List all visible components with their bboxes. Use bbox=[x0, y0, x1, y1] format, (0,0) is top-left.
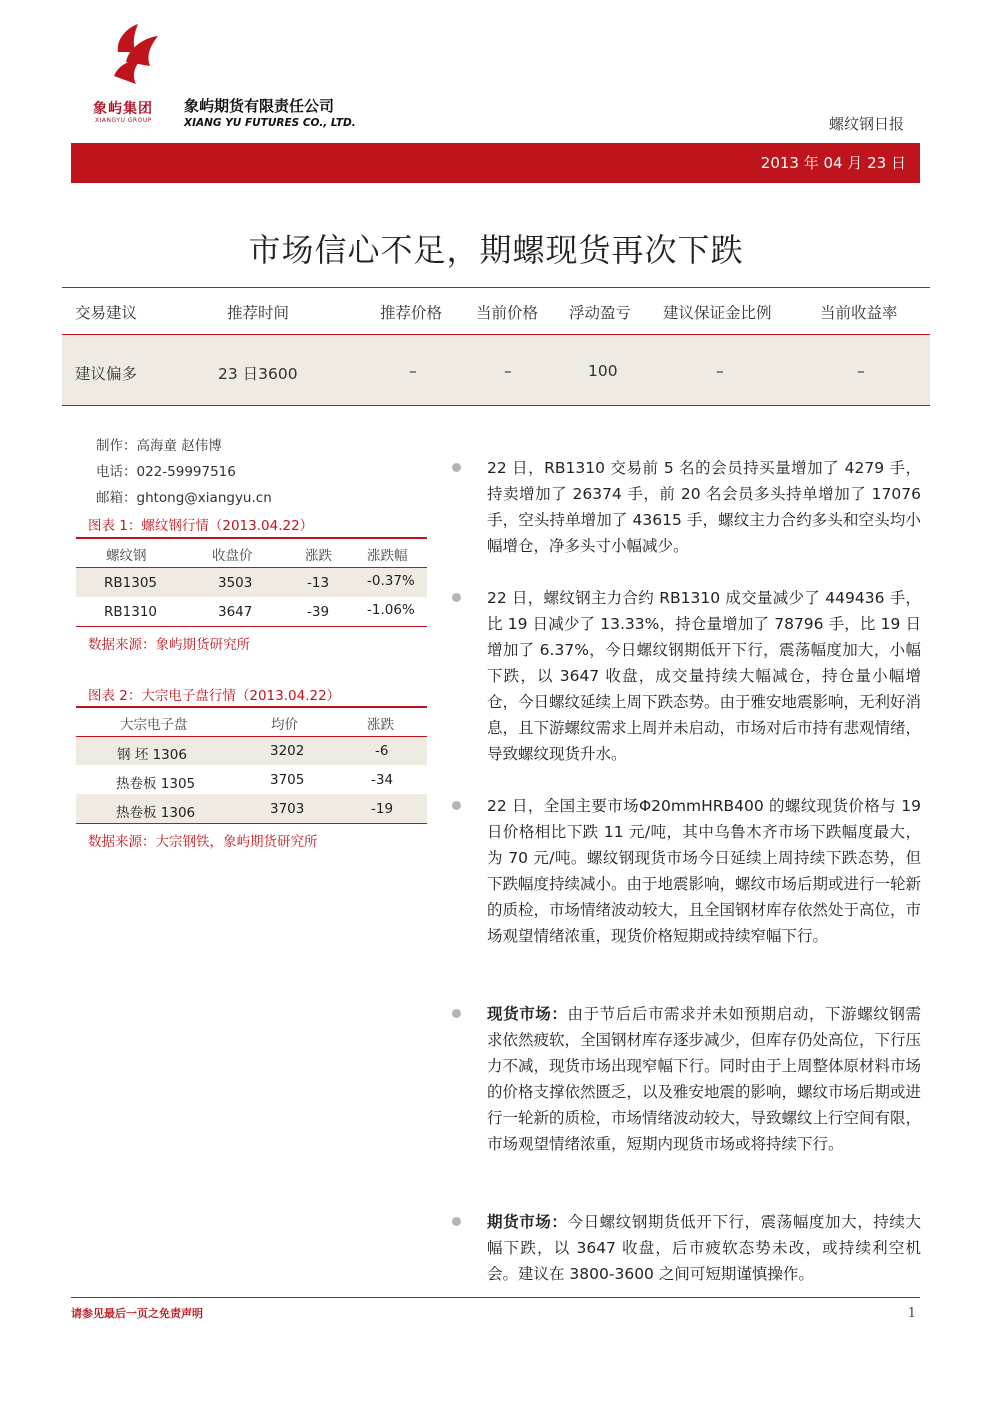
rec-header-time: 推荐时间 bbox=[227, 304, 290, 322]
paragraph-text: 22 日，螺纹钢主力合约 RB1310 成交量减少了 449436 手，比 19 日减少了 13.33%，持仓量增加了 78796 手，比 19 日增加了 6.37%，今日螺纹钢期低开下行，震荡幅度加大，小幅下跌，以 3647 收盘，成交量持续大幅减仓，持仓量小幅增仓，今日螺纹延续上周下跌态势。由于雅安地震影响，无利好消息，且下游螺纹需求上周并未启动，市场对后市持有悲观情绪，导致螺纹现货升水。 bbox=[487, 589, 922, 763]
company-logo-icon bbox=[108, 22, 164, 92]
bullet-icon bbox=[452, 1009, 461, 1018]
table2-cell: -19 bbox=[371, 801, 394, 817]
rec-header-pnl: 浮动盈亏 bbox=[569, 304, 632, 322]
table1-header: 收盘价 bbox=[212, 548, 253, 564]
table2-cell: 3705 bbox=[270, 772, 305, 788]
logo-text-en: XIANGYU GROUP bbox=[95, 117, 152, 124]
table2-header: 均价 bbox=[271, 717, 298, 733]
rec-header-cur-price: 当前价格 bbox=[476, 304, 539, 322]
table1-cell: RB1310 bbox=[104, 604, 157, 620]
divider bbox=[62, 287, 930, 288]
paragraph bbox=[487, 1001, 921, 1157]
author-email: 邮箱：ghtong@xiangyu.cn bbox=[96, 490, 272, 506]
paragraph-text: 22 日，全国主要市场Φ20mmHRB400 的螺纹现货价格与 19 日价格相比下跌 11 元/吨，其中乌鲁木齐市场下跌幅度最大，为 70 元/吨。螺纹钢现货市场今日延续上周持续下跌态势，但下跌幅度持续减小。由于地震影响，螺纹市场后期或进行一轮新的质检，市场情绪波动较大，且全国钢材库存依然处于高位，市场观望情绪浓重，现货价格短期或持续窄幅下行。 bbox=[487, 797, 922, 945]
table2-cell: 热卷板 1306 bbox=[116, 805, 196, 821]
table1-header: 涨跌幅 bbox=[367, 548, 408, 564]
company-name-cn: 象屿期货有限责任公司 bbox=[184, 97, 335, 115]
rec-header-advice: 交易建议 bbox=[75, 304, 138, 322]
table-rule bbox=[76, 626, 427, 627]
table1-cell: -13 bbox=[307, 575, 330, 591]
table-rule bbox=[76, 706, 427, 708]
table2-source: 数据来源：大宗钢铁，象屿期货研究所 bbox=[88, 834, 318, 850]
rec-header-margin: 建议保证金比例 bbox=[663, 304, 772, 322]
paragraph bbox=[487, 455, 921, 559]
table1-cell: 3503 bbox=[218, 575, 253, 591]
rec-cell-rec-price: – bbox=[409, 362, 417, 380]
company-name-en: XIANG YU FUTURES CO., LTD. bbox=[184, 117, 356, 129]
table2-header: 大宗电子盘 bbox=[120, 717, 188, 733]
rec-cell-cur-price: – bbox=[504, 362, 512, 380]
rec-cell-yield: – bbox=[857, 362, 865, 380]
paragraph bbox=[487, 585, 921, 767]
paragraph bbox=[487, 793, 921, 949]
report-date: 2013 年 04 月 23 日 bbox=[760, 154, 906, 172]
paragraph-lead: 现货市场： bbox=[487, 1005, 568, 1023]
table2-title: 图表 2：大宗电子盘行情（2013.04.22） bbox=[88, 688, 341, 704]
paragraph bbox=[487, 1209, 921, 1287]
bullet-icon bbox=[452, 463, 461, 472]
table2-cell: -6 bbox=[375, 743, 389, 759]
footer-divider bbox=[71, 1297, 920, 1298]
rec-header-rec-price: 推荐价格 bbox=[380, 304, 443, 322]
disclaimer-note: 请参见最后一页之免责声明 bbox=[71, 1307, 203, 1320]
table1-header: 涨跌 bbox=[305, 548, 332, 564]
rec-cell-margin: – bbox=[716, 362, 724, 380]
table2-cell: 钢 坯 1306 bbox=[117, 747, 187, 763]
table-rule bbox=[76, 537, 427, 539]
table1-header: 螺纹钢 bbox=[106, 548, 147, 564]
bullet-icon bbox=[452, 801, 461, 810]
paragraph-lead: 期货市场： bbox=[487, 1213, 568, 1231]
table1-cell: RB1305 bbox=[104, 575, 157, 591]
table2-cell: 3202 bbox=[270, 743, 305, 759]
table1-cell: 3647 bbox=[218, 604, 253, 620]
bullet-icon bbox=[452, 1217, 461, 1226]
rec-cell-time: 23 日3600 bbox=[218, 365, 298, 383]
table2-cell: 3703 bbox=[270, 801, 305, 817]
recommendation-row bbox=[62, 335, 930, 405]
divider bbox=[62, 405, 930, 406]
table2-cell: -34 bbox=[371, 772, 394, 788]
author-phone: 电话：022-59997516 bbox=[96, 464, 236, 480]
logo-text-cn: 象屿集团 bbox=[93, 101, 153, 117]
rec-cell-pnl: 100 bbox=[588, 362, 618, 380]
paragraph-text: 由于节后后市需求并未如预期启动，下游螺纹钢需求依然疲软，全国钢材库存逐步减少，但库存仍处高位，下行压力不减，现货市场出现窄幅下行。同时由于上周整体原材料市场的价格支撑依然匮乏，以及雅安地震的影响，螺纹市场后期或进行一轮新的质检，市场情绪波动较大，导致螺纹上行空间有限，市场观望情绪浓重，短期内现货市场或将持续下行。 bbox=[487, 1005, 922, 1153]
paragraph-text: 今日螺纹钢期货低开下行，震荡幅度加大，持续大幅下跌，以 3647 收盘，后市疲软态势未改，或持续利空机会。建议在 3800-3600 之间可短期谨慎操作。 bbox=[487, 1213, 921, 1283]
paragraph-text: 22 日，RB1310 交易前 5 名的会员持买量增加了 4279 手，持卖增加了 26374 手，前 20 名会员多头持单增加了 17076 手，空头持单增加了 43615 手，螺纹主力合约多头和空头均小幅增仓，净多头寸小幅减少。 bbox=[487, 459, 921, 555]
table2-header: 涨跌 bbox=[367, 717, 394, 733]
table-rule bbox=[76, 823, 427, 824]
report-type: 螺纹钢日报 bbox=[828, 115, 904, 133]
table1-cell: -0.37% bbox=[367, 573, 415, 589]
table2-cell: 热卷板 1305 bbox=[116, 776, 196, 792]
table1-title: 图表 1：螺纹钢行情（2013.04.22） bbox=[88, 518, 314, 534]
author-makers: 制作：高海童 赵伟博 bbox=[96, 438, 222, 454]
rec-header-yield: 当前收益率 bbox=[820, 304, 898, 322]
bullet-icon bbox=[452, 593, 461, 602]
rec-cell-advice: 建议偏多 bbox=[75, 365, 138, 383]
table1-cell: -1.06% bbox=[367, 602, 415, 618]
page-number: 1 bbox=[907, 1306, 916, 1321]
table1-source: 数据来源：象屿期货研究所 bbox=[88, 637, 250, 653]
table1-cell: -39 bbox=[307, 604, 330, 620]
page-title: 市场信心不足，期螺现货再次下跌 bbox=[248, 231, 744, 269]
